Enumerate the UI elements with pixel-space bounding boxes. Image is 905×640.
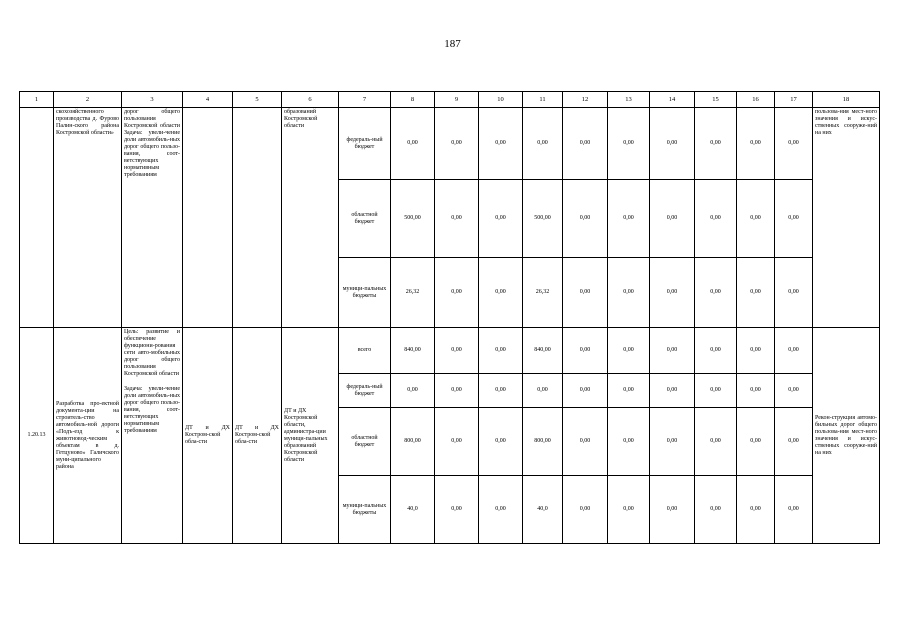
program-table	[19, 91, 880, 544]
value-cell: 0,00	[479, 180, 523, 258]
row1-goal: дорог общего пользования Костромской области Задача: увели-чение доли автомобиль-ных дорог общего пользо-вания, соот-ветствующих нормативным требованиям	[122, 108, 183, 328]
value-cell: 0,00	[479, 108, 523, 180]
value-cell: 0,00	[775, 328, 813, 374]
value-cell: 0,00	[479, 328, 523, 374]
value-cell: 0,00	[435, 328, 479, 374]
goal-task-cell	[122, 328, 183, 544]
column-number: 11	[523, 92, 563, 108]
value-cell: 0,00	[695, 180, 737, 258]
value-cell: 0,00	[775, 408, 813, 476]
column-number: 5	[233, 92, 282, 108]
row1-col4	[183, 108, 233, 328]
value-cell: 0,00	[695, 108, 737, 180]
value-cell: 0,00	[435, 180, 479, 258]
value-cell: 0,00	[523, 374, 563, 408]
row1-object-name: скохозяйственного производства д. Фурово Палин-ского района Костромской области»	[54, 108, 122, 328]
value-cell: 0,00	[435, 258, 479, 328]
value-cell: 0,00	[479, 374, 523, 408]
value-cell: 0,00	[695, 258, 737, 328]
column-number: 4	[183, 92, 233, 108]
row1-col5	[233, 108, 282, 328]
funding-source: муници-пальных бюджеты	[339, 258, 391, 328]
value-cell: 0,00	[563, 180, 608, 258]
column-number: 9	[435, 92, 479, 108]
coexecutor: ДТ и ДХ Костром-ской обла-сти	[233, 328, 282, 544]
column-number: 1	[20, 92, 54, 108]
funding-source: федераль-ный бюджет	[339, 374, 391, 408]
value-cell: 0,00	[391, 374, 435, 408]
value-cell: 0,00	[650, 408, 695, 476]
value-cell: 0,00	[737, 258, 775, 328]
value-cell: 0,00	[479, 476, 523, 544]
column-number: 14	[650, 92, 695, 108]
value-cell: 0,00	[479, 258, 523, 328]
value-cell: 0,00	[650, 180, 695, 258]
column-number: 2	[54, 92, 122, 108]
value-cell: 26,32	[391, 258, 435, 328]
value-cell: 0,00	[775, 374, 813, 408]
column-number: 17	[775, 92, 813, 108]
value-cell: 840,00	[391, 328, 435, 374]
value-cell: 0,00	[391, 108, 435, 180]
column-number: 15	[695, 92, 737, 108]
value-cell: 0,00	[435, 374, 479, 408]
value-cell: 0,00	[563, 108, 608, 180]
value-cell: 500,00	[523, 180, 563, 258]
value-cell: 0,00	[608, 374, 650, 408]
value-cell: 0,00	[563, 328, 608, 374]
participants: ДТ и ДХ Костромской области, администра-ции муници-пальных образований Костромской области	[282, 328, 339, 544]
task-text: Задача: увели-чение доли автомобиль-ных дорог общего пользо-вания, соот-ветствующих нормативным требованиям	[124, 386, 180, 434]
value-cell: 0,00	[523, 108, 563, 180]
value-cell: 0,00	[695, 476, 737, 544]
page-number: 187	[444, 38, 461, 50]
funding-source: областной бюджет	[339, 408, 391, 476]
column-number: 6	[282, 92, 339, 108]
value-cell: 800,00	[523, 408, 563, 476]
value-cell: 0,00	[737, 374, 775, 408]
value-cell: 0,00	[737, 476, 775, 544]
column-number: 12	[563, 92, 608, 108]
responsible-executor: ДТ и ДХ Костром-ской обла-сти	[183, 328, 233, 544]
value-cell: 26,32	[523, 258, 563, 328]
value-cell: 0,00	[737, 328, 775, 374]
object-name: Разработка про-ектной документа-ции на строитель-ство автомобиль-ной дороги «Подъ-езд к животновод-ческим объектам в д. Гетцуново» Галичского муни-ципального района	[54, 328, 122, 544]
value-cell: 0,00	[563, 408, 608, 476]
value-cell: 500,00	[391, 180, 435, 258]
item-number: 1.20.13	[20, 328, 54, 544]
column-number: 8	[391, 92, 435, 108]
column-number: 13	[608, 92, 650, 108]
column-number: 7	[339, 92, 391, 108]
expected-result: Рекон-струкция автомо-бильных дорог общего пользова-ния мест-ного значения и искус-ственных сооруже-ний на них	[813, 328, 880, 544]
column-number-row	[20, 92, 880, 108]
goal-text: Цель: развитие и обеспечение функциони-рования сети авто-мобильных дорог общего пользования Костромской области	[124, 329, 180, 377]
value-cell: 0,00	[479, 408, 523, 476]
value-cell: 0,00	[775, 476, 813, 544]
value-cell: 0,00	[435, 476, 479, 544]
value-cell: 0,00	[435, 408, 479, 476]
funding-source: муници-пальных бюджеты	[339, 476, 391, 544]
value-cell: 0,00	[775, 258, 813, 328]
value-cell: 0,00	[737, 180, 775, 258]
value-cell: 0,00	[695, 374, 737, 408]
value-cell: 0,00	[608, 328, 650, 374]
value-cell: 0,00	[563, 476, 608, 544]
value-cell: 0,00	[435, 108, 479, 180]
value-cell: 0,00	[695, 328, 737, 374]
value-cell: 0,00	[775, 108, 813, 180]
value-cell: 0,00	[695, 408, 737, 476]
value-cell: 840,00	[523, 328, 563, 374]
value-cell: 0,00	[650, 328, 695, 374]
column-number: 16	[737, 92, 775, 108]
value-cell: 0,00	[608, 258, 650, 328]
value-cell: 0,00	[563, 258, 608, 328]
row1-col1	[20, 108, 54, 328]
value-cell: 0,00	[737, 108, 775, 180]
column-number: 10	[479, 92, 523, 108]
value-cell: 0,00	[563, 374, 608, 408]
value-cell: 40,0	[391, 476, 435, 544]
value-cell: 0,00	[650, 476, 695, 544]
value-cell: 0,00	[608, 476, 650, 544]
value-cell: 0,00	[608, 180, 650, 258]
value-cell: 40,0	[523, 476, 563, 544]
funding-source: всего	[339, 328, 391, 374]
value-cell: 800,00	[391, 408, 435, 476]
row1-result: пользова-ния мест-ного значения и искус-ственных сооруже-ний на них	[813, 108, 880, 328]
row1-executor: образований Костромской области	[282, 108, 339, 328]
column-number: 3	[122, 92, 183, 108]
value-cell: 0,00	[650, 108, 695, 180]
value-cell: 0,00	[608, 408, 650, 476]
value-cell: 0,00	[650, 374, 695, 408]
funding-source: федераль-ный бюджет	[339, 108, 391, 180]
value-cell: 0,00	[608, 108, 650, 180]
value-cell: 0,00	[775, 180, 813, 258]
column-number: 18	[813, 92, 880, 108]
value-cell: 0,00	[650, 258, 695, 328]
value-cell: 0,00	[737, 408, 775, 476]
funding-source: областной бюджет	[339, 180, 391, 258]
